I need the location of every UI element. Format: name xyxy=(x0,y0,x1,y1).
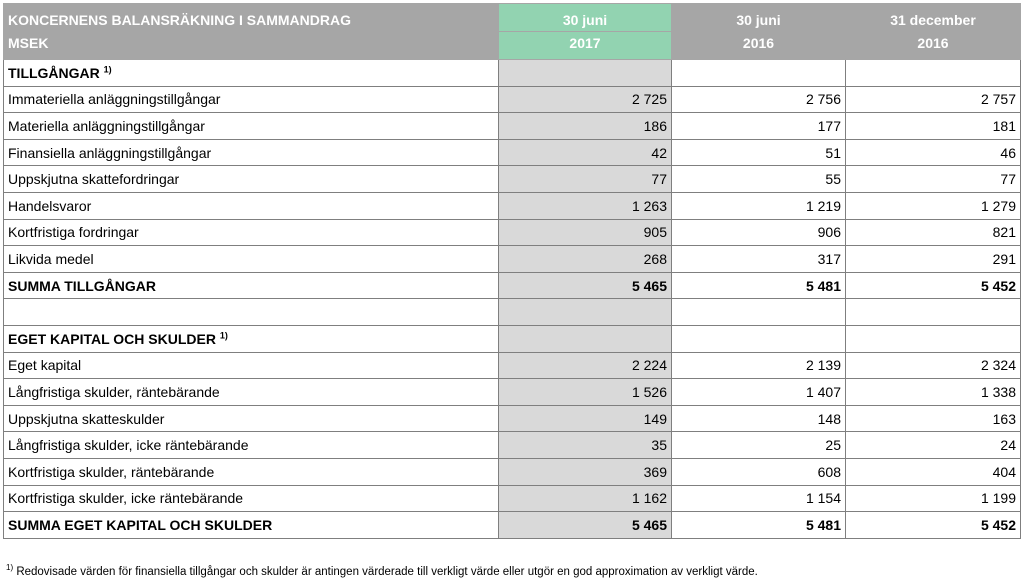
cell-value: 46 xyxy=(846,139,1021,166)
row-label: Finansiella anläggningstillgångar xyxy=(4,139,499,166)
section-heading-assets: TILLGÅNGAR $^{1)}$ xyxy=(4,60,499,87)
cell-value: 77 xyxy=(846,166,1021,193)
table-row xyxy=(4,458,1021,485)
col2-header-line2: 2016 xyxy=(672,32,846,60)
cell-value xyxy=(846,60,1021,87)
table-row xyxy=(4,86,1021,113)
cell-value xyxy=(846,299,1021,326)
row-label: SUMMA TILLGÅNGAR xyxy=(4,272,499,299)
row-label: SUMMA EGET KAPITAL OCH SKULDER xyxy=(4,512,499,539)
table-row xyxy=(4,246,1021,273)
cell-value: 5 452 xyxy=(846,272,1021,299)
cell-value xyxy=(672,299,846,326)
table-row xyxy=(4,219,1021,246)
cell-value: 821 xyxy=(846,219,1021,246)
col3-header-line1: 31 december xyxy=(846,4,1021,32)
row-label: Kortfristiga skulder, räntebärande xyxy=(4,458,499,485)
cell-value: 1 279 xyxy=(846,192,1021,219)
cell-value: 317 xyxy=(672,246,846,273)
cell-value: 5 481 xyxy=(672,512,846,539)
cell-value: 5 465 xyxy=(499,272,672,299)
section-heading-equity-liabilities: EGET KAPITAL OCH SKULDER $^{1)}$ xyxy=(4,325,499,352)
total-row xyxy=(4,272,1021,299)
cell-value: 291 xyxy=(846,246,1021,273)
cell-value: 1 154 xyxy=(672,485,846,512)
cell-value: 42 xyxy=(499,139,672,166)
cell-value: 2 725 xyxy=(499,86,672,113)
table-row xyxy=(4,379,1021,406)
table-row xyxy=(4,192,1021,219)
cell-value: 404 xyxy=(846,458,1021,485)
cell-value: 51 xyxy=(672,139,846,166)
row-label: Uppskjutna skattefordringar xyxy=(4,166,499,193)
cell-value: 906 xyxy=(672,219,846,246)
header-row-top xyxy=(4,4,1021,32)
cell-value: 1 526 xyxy=(499,379,672,406)
spacer-row xyxy=(4,299,1021,326)
footnote-text: Redovisade värden för finansiella tillgångar och skulder är antingen värderade till verkligt värde eller utgör en god approximation av verkligt värde. xyxy=(13,566,758,578)
cell-value: 2 756 xyxy=(672,86,846,113)
row-label: Materiella anläggningstillgångar xyxy=(4,113,499,140)
row-label: Uppskjutna skatteskulder xyxy=(4,405,499,432)
table-row xyxy=(4,405,1021,432)
cell-value: 2 224 xyxy=(499,352,672,379)
row-label: Långfristiga skulder, räntebärande xyxy=(4,379,499,406)
row-label: Immateriella anläggningstillgångar xyxy=(4,86,499,113)
table-row xyxy=(4,166,1021,193)
table-row xyxy=(4,60,1021,87)
cell-value: 148 xyxy=(672,405,846,432)
cell-value: 1 407 xyxy=(672,379,846,406)
cell-value xyxy=(672,325,846,352)
cell-value xyxy=(499,299,672,326)
cell-value: 5 452 xyxy=(846,512,1021,539)
table-row xyxy=(4,113,1021,140)
table-row xyxy=(4,485,1021,512)
table-row xyxy=(4,139,1021,166)
cell-value: 905 xyxy=(499,219,672,246)
cell-value: 35 xyxy=(499,432,672,459)
cell-value: 1 219 xyxy=(672,192,846,219)
footnote-mark: 1) xyxy=(6,563,14,573)
cell-value: 2 757 xyxy=(846,86,1021,113)
cell-value: 2 139 xyxy=(672,352,846,379)
table-row xyxy=(4,432,1021,459)
footnote-ref: 1) xyxy=(103,64,112,75)
col1-header-line2: 2017 xyxy=(499,32,672,60)
table-row xyxy=(4,352,1021,379)
col1-header-line1: 30 juni xyxy=(499,4,672,32)
cell-value: 24 xyxy=(846,432,1021,459)
cell-value: 5 465 xyxy=(499,512,672,539)
cell-value: 177 xyxy=(672,113,846,140)
cell-value: 77 xyxy=(499,166,672,193)
total-row xyxy=(4,512,1021,539)
table-row xyxy=(4,325,1021,352)
col2-header-line1: 30 juni xyxy=(672,4,846,32)
cell-value: 181 xyxy=(846,113,1021,140)
cell-value: 268 xyxy=(499,246,672,273)
cell-value: 186 xyxy=(499,113,672,140)
footnote xyxy=(6,563,758,578)
cell-value xyxy=(672,60,846,87)
row-label xyxy=(4,299,499,326)
row-label: Kortfristiga skulder, icke räntebärande xyxy=(4,485,499,512)
cell-value: 1 338 xyxy=(846,379,1021,406)
row-label: Långfristiga skulder, icke räntebärande xyxy=(4,432,499,459)
cell-value xyxy=(846,325,1021,352)
unit-label: MSEK xyxy=(4,32,499,60)
header-row-bottom xyxy=(4,32,1021,60)
cell-value xyxy=(499,60,672,87)
cell-value: 149 xyxy=(499,405,672,432)
cell-value: 1 263 xyxy=(499,192,672,219)
footnote-ref: 1) xyxy=(219,330,228,341)
cell-value xyxy=(499,325,672,352)
row-label: Eget kapital xyxy=(4,352,499,379)
row-label: Kortfristiga fordringar xyxy=(4,219,499,246)
col3-header-line2: 2016 xyxy=(846,32,1021,60)
row-label: Likvida medel xyxy=(4,246,499,273)
row-label: Handelsvaror xyxy=(4,192,499,219)
cell-value: 55 xyxy=(672,166,846,193)
cell-value: 5 481 xyxy=(672,272,846,299)
table-title: KONCERNENS BALANSRÄKNING I SAMMANDRAG xyxy=(4,4,499,32)
cell-value: 608 xyxy=(672,458,846,485)
cell-value: 1 162 xyxy=(499,485,672,512)
cell-value: 369 xyxy=(499,458,672,485)
cell-value: 1 199 xyxy=(846,485,1021,512)
cell-value: 163 xyxy=(846,405,1021,432)
cell-value: 2 324 xyxy=(846,352,1021,379)
balance-sheet-table xyxy=(3,3,1021,539)
cell-value: 25 xyxy=(672,432,846,459)
